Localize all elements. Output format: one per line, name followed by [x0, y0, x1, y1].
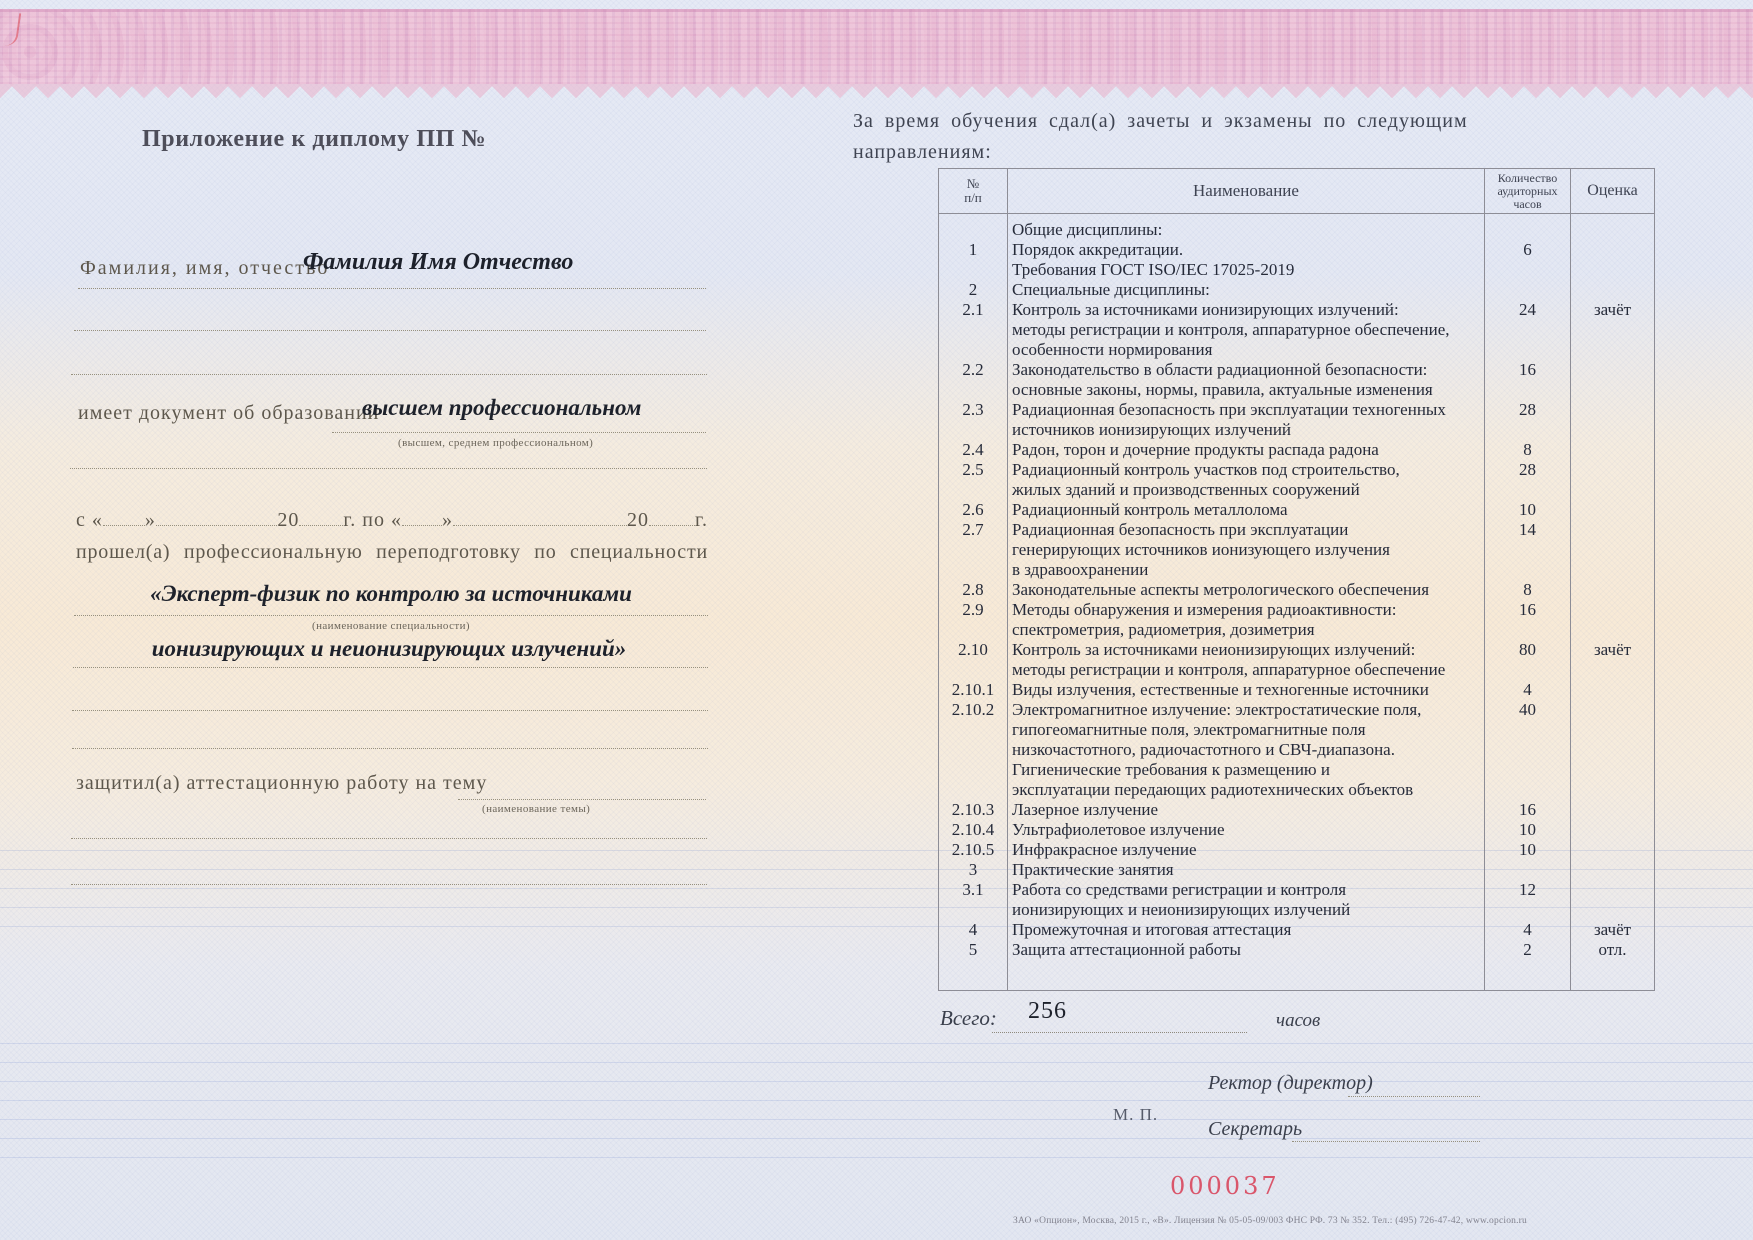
form-line	[453, 503, 627, 526]
specialty-line1: «Эксперт-физик по контролю за источниками	[150, 581, 632, 606]
table-row	[939, 300, 1655, 360]
form-line	[71, 838, 707, 839]
table-row	[939, 600, 1655, 640]
form-line	[1348, 1096, 1480, 1097]
subject-number: 2.6	[962, 500, 984, 519]
subject-grade	[1571, 840, 1655, 860]
subject-hours	[1485, 280, 1571, 300]
form-line	[1292, 1141, 1480, 1142]
header-hours	[1485, 169, 1571, 214]
subject-number: 5	[968, 940, 978, 959]
specialty-line2: ионизирующих и неионизирующих излучений»	[151, 636, 627, 661]
subject-grade	[1571, 880, 1655, 920]
background-rule	[0, 1138, 1753, 1139]
table-row	[939, 700, 1655, 800]
subject-name: Инфракрасное излучение	[1008, 840, 1485, 860]
header-num-line2: п/п	[964, 190, 982, 205]
form-line	[156, 503, 277, 526]
subject-hours: 16	[1485, 360, 1571, 400]
subject-number: 2.4	[962, 440, 984, 459]
table-row	[939, 820, 1655, 840]
thesis-label: защитил(а) аттестационную работу на тему	[76, 772, 488, 794]
subject-hours: 40	[1485, 700, 1571, 800]
subject-hours: 80	[1485, 640, 1571, 680]
subject-name: Защита аттестационной работы	[1008, 940, 1485, 960]
subject-hours: 28	[1485, 460, 1571, 500]
subject-grade	[1571, 360, 1655, 400]
stamp-placeholder: М. П.	[1113, 1105, 1159, 1124]
subject-hours: 2	[1485, 940, 1571, 960]
period-token: 20	[627, 509, 650, 531]
subject-number: 1	[968, 240, 978, 259]
subject-number: 2.10.2	[951, 700, 995, 719]
form-line	[78, 288, 706, 289]
table-row	[939, 860, 1655, 880]
subject-number: 3.1	[962, 880, 984, 899]
subject-hours	[1485, 860, 1571, 880]
form-line	[70, 468, 707, 469]
printer-imprint: ЗАО «Опцион», Москва, 2015 г., «В». Лицензия № 05-05-09/003 ФНС РФ. 73 № 352. Тел.: (495) 726-47-42, www.opcion.ru	[1013, 1216, 1527, 1226]
subject-name: Работа со средствами регистрации и контроля ионизирующих и неионизирующих излучений	[1008, 880, 1485, 920]
secretary-signature-label: Секретарь	[1208, 1118, 1303, 1140]
guilloche-border	[0, 9, 1753, 84]
total-label: Всего:	[940, 1006, 997, 1030]
subject-grade	[1571, 460, 1655, 500]
subjects-table	[938, 168, 1655, 991]
subject-name: Лазерное излучение	[1008, 800, 1485, 820]
study-period-row	[76, 503, 708, 532]
period-token: »	[144, 509, 156, 531]
total-unit: часов	[1276, 1010, 1321, 1031]
form-line	[332, 432, 706, 433]
subject-hours: 8	[1485, 440, 1571, 460]
subject-grade	[1571, 220, 1655, 240]
table-row	[939, 500, 1655, 520]
subject-name: Электромагнитное излучение: электростатические поля, гипогеомагнитные поля, электромагнитные поля низкочастотного, радиочастотного и СВЧ-диапазона. Гигиенические требования к размещению и эксплуатации передающих радиотехнических объектов	[1008, 700, 1485, 800]
subject-grade	[1571, 440, 1655, 460]
subject-name: Контроль за источниками ионизирующих излучений: методы регистрации и контроля, аппаратурное обеспечение, особенности нормирования	[1008, 300, 1485, 360]
background-rule	[0, 1043, 1753, 1044]
subject-number: 3	[968, 860, 978, 879]
form-line	[74, 330, 706, 331]
retraining-label: прошел(а) профессиональную переподготовку по специальности	[76, 541, 708, 563]
subject-name: Порядок аккредитации. Требования ГОСТ ISO/IEC 17025-2019	[1008, 240, 1485, 280]
table-row	[939, 580, 1655, 600]
form-line	[402, 503, 442, 526]
subject-number: 2.2	[962, 360, 984, 379]
subject-number: 2.10.3	[951, 800, 995, 819]
table-row	[939, 680, 1655, 700]
period-token: г. по «	[343, 509, 402, 531]
education-doc-caption: (высшем, среднем профессиональном)	[398, 437, 594, 449]
subject-grade	[1571, 800, 1655, 820]
header-hours-line1: Количество	[1497, 170, 1558, 185]
subject-hours: 4	[1485, 920, 1571, 940]
total-hours-value: 256	[1028, 998, 1067, 1024]
period-token: г.	[695, 509, 708, 531]
subject-number: 2.7	[962, 520, 984, 539]
subject-number	[939, 220, 1008, 240]
subject-grade	[1571, 580, 1655, 600]
header-num	[939, 169, 1008, 214]
background-rule	[0, 1100, 1753, 1101]
subject-number: 2.5	[962, 460, 984, 479]
subject-hours	[1485, 220, 1571, 240]
education-doc-label: имеет документ об образовании	[78, 402, 380, 424]
subject-name: Радиационный контроль участков под строительство, жилых зданий и производственных сооружений	[1008, 460, 1485, 500]
subject-name: Радиационная безопасность при эксплуатации техногенных источников ионизирующих излучений	[1008, 400, 1485, 440]
subject-grade	[1571, 680, 1655, 700]
form-line	[992, 1032, 1247, 1033]
subject-hours: 10	[1485, 820, 1571, 840]
subject-hours: 8	[1485, 580, 1571, 600]
table-row	[939, 280, 1655, 300]
header-name: Наименование	[1008, 169, 1485, 214]
table-row	[939, 520, 1655, 580]
education-doc-value: высшем профессиональном	[362, 395, 642, 420]
form-line	[72, 748, 708, 749]
subject-grade	[1571, 600, 1655, 640]
subject-name: Радиационная безопасность при эксплуатации генерирующих источников ионизующего излучения в здравоохранении	[1008, 520, 1485, 580]
subject-hours: 16	[1485, 800, 1571, 820]
page-title: Приложение к диплому ПП №	[142, 126, 487, 152]
subject-number: 2.10	[958, 640, 988, 659]
subject-name: Радиационный контроль металлолома	[1008, 500, 1485, 520]
header-num-line1: №	[966, 176, 980, 191]
subject-name: Виды излучения, естественные и техногенные источники	[1008, 680, 1485, 700]
subject-grade	[1571, 280, 1655, 300]
subject-hours: 14	[1485, 520, 1571, 580]
form-line	[299, 503, 343, 526]
subject-grade	[1571, 240, 1655, 280]
subject-grade	[1571, 820, 1655, 840]
header-hours-line2: аудиторных	[1497, 183, 1558, 198]
subject-name: Радон, торон и дочерние продукты распада радона	[1008, 440, 1485, 460]
subject-grade	[1571, 700, 1655, 800]
subject-number: 2	[968, 280, 978, 299]
intro-line1	[853, 110, 1493, 133]
subject-number: 2.9	[962, 600, 984, 619]
subjects-table-body	[939, 214, 1655, 991]
subject-grade	[1571, 860, 1655, 880]
period-token: »	[442, 509, 453, 531]
subject-number: 2.10.4	[951, 820, 995, 839]
subject-hours: 12	[1485, 880, 1571, 920]
table-header-row	[939, 169, 1655, 214]
background-rule	[0, 1157, 1753, 1158]
subject-name: Методы обнаружения и измерения радиоактивности: спектрометрия, радиометрия, дозиметрия	[1008, 600, 1485, 640]
subject-number: 2.3	[962, 400, 984, 419]
form-line	[71, 884, 707, 885]
subject-grade	[1571, 400, 1655, 440]
rector-signature-label: Ректор (директор)	[1208, 1072, 1373, 1094]
subject-grade	[1571, 520, 1655, 580]
background-rule	[0, 1081, 1753, 1082]
subject-hours: 16	[1485, 600, 1571, 640]
full-name-value: Фамилия Имя Отчество	[303, 249, 574, 275]
form-line	[72, 710, 708, 711]
thesis-caption: (наименование темы)	[482, 803, 591, 815]
form-line	[71, 374, 707, 375]
table-row	[939, 440, 1655, 460]
subject-hours: 24	[1485, 300, 1571, 360]
subject-name: Законодательство в области радиационной безопасности: основные законы, нормы, правила, актуальные изменения	[1008, 360, 1485, 400]
subject-number: 2.1	[962, 300, 984, 319]
subject-name: Контроль за источниками неионизирующих излучений: методы регистрации и контроля, аппаратурное обеспечение	[1008, 640, 1485, 680]
intro-line2: направлениям:	[853, 141, 992, 163]
subject-hours: 28	[1485, 400, 1571, 440]
spacer-row	[939, 960, 1655, 991]
period-token: с «	[76, 509, 103, 531]
header-hours-line3: часов	[1513, 196, 1542, 211]
header-grade: Оценка	[1571, 169, 1655, 214]
subject-grade: зачёт	[1571, 300, 1655, 360]
form-line	[458, 799, 706, 800]
form-line	[74, 615, 708, 616]
subject-grade: зачёт	[1571, 920, 1655, 940]
table-row	[939, 360, 1655, 400]
table-row	[939, 800, 1655, 820]
subject-number: 2.8	[962, 580, 984, 599]
table-row	[939, 240, 1655, 280]
table-row	[939, 460, 1655, 500]
table-row	[939, 220, 1655, 240]
intro-line1-text: За время обучения сдал(а) зачеты и экзамены по следующим	[853, 110, 1468, 132]
subject-name: Общие дисциплины:	[1008, 220, 1485, 240]
subject-hours: 10	[1485, 500, 1571, 520]
subject-grade: зачёт	[1571, 640, 1655, 680]
subject-name: Законодательные аспекты метрологического обеспечения	[1008, 580, 1485, 600]
form-line	[103, 503, 145, 526]
subject-name: Ультрафиолетовое излучение	[1008, 820, 1485, 840]
subject-grade	[1571, 500, 1655, 520]
subject-number: 2.10.5	[951, 840, 995, 859]
subject-hours: 10	[1485, 840, 1571, 860]
subject-hours: 4	[1485, 680, 1571, 700]
table-row	[939, 880, 1655, 920]
serial-number: 000037	[1170, 1172, 1280, 1200]
subject-number: 4	[968, 920, 978, 939]
subject-hours: 6	[1485, 240, 1571, 280]
table-row	[939, 400, 1655, 440]
table-row	[939, 840, 1655, 860]
table-row	[939, 940, 1655, 960]
subject-name: Специальные дисциплины:	[1008, 280, 1485, 300]
form-line	[73, 667, 708, 668]
subject-number: 2.10.1	[951, 680, 995, 699]
table-row	[939, 640, 1655, 680]
specialty-caption: (наименование специальности)	[312, 620, 470, 632]
subject-name: Практические занятия	[1008, 860, 1485, 880]
subject-name: Промежуточная и итоговая аттестация	[1008, 920, 1485, 940]
table-row	[939, 920, 1655, 940]
full-name-label: Фамилия, имя, отчество	[80, 257, 330, 279]
subject-grade: отл.	[1571, 940, 1655, 960]
form-line	[649, 503, 695, 526]
period-token: 20	[277, 509, 300, 531]
background-rule	[0, 1119, 1753, 1120]
background-rule	[0, 1062, 1753, 1063]
